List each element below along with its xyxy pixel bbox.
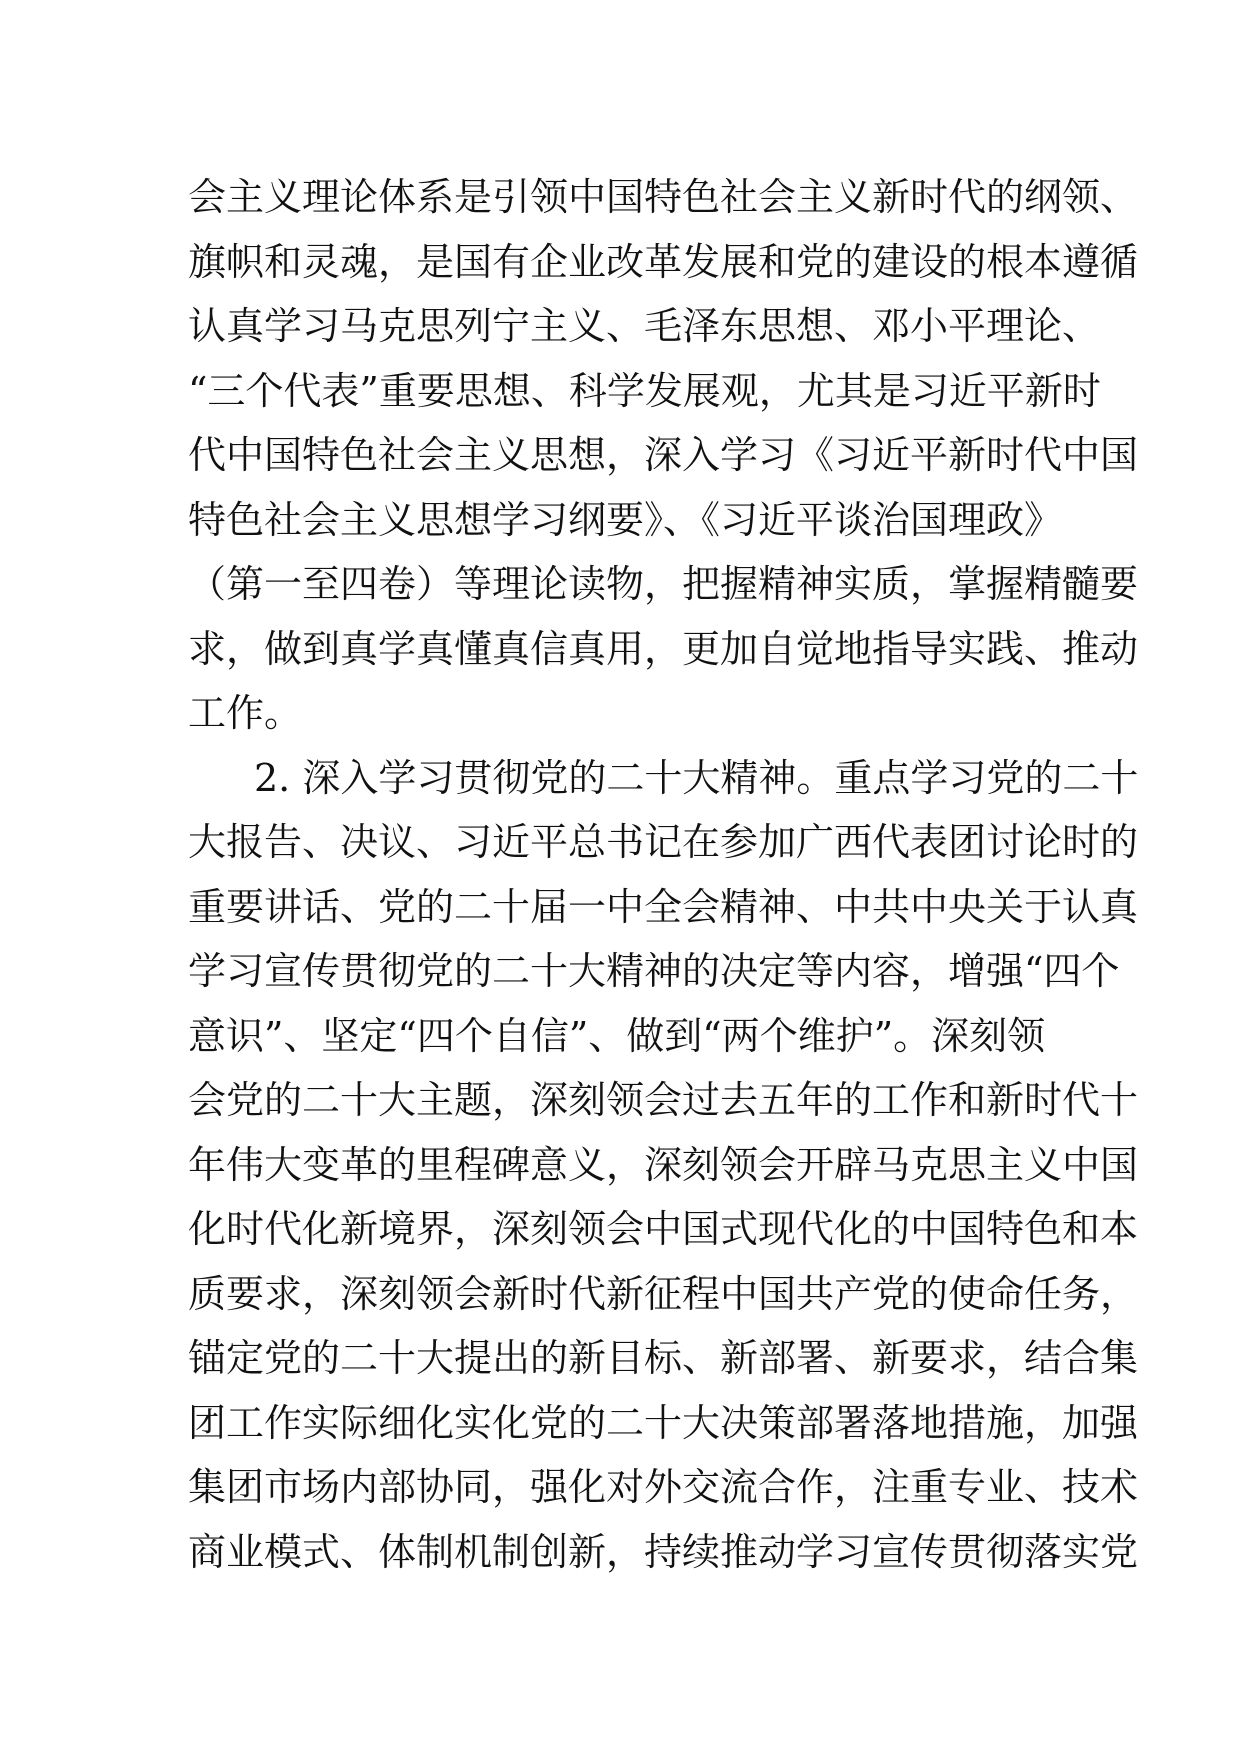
text-line: 锚定党的二十大提出的新目标、新部署、新要求，结合集	[188, 1336, 1139, 1380]
text-line: 年伟大变革的里程碑意义，深刻领会开辟马克思主义中国	[188, 1142, 1139, 1187]
text-line: 集团市场内部协同，强化对外交流合作，注重专业、技术	[188, 1465, 1139, 1509]
text-line: 特色社会主义思想学习纲要》、《习近平谈治国理政》	[188, 497, 1063, 542]
text-line: 旗帜和灵魂，是国有企业改革发展和党的建设的根本遵循	[188, 239, 1139, 284]
text-line: 重要讲话、党的二十届一中全会精神、中共中央关于认真	[188, 884, 1139, 929]
text-line: “三个代表”重要思想、科学发展观，尤其是习近平新时	[188, 368, 1101, 413]
text-line: 会主义理论体系是引领中国特色社会主义新时代的纲领、	[188, 175, 1139, 219]
text-line: 代中国特色社会主义思想，深入学习《习近平新时代中国	[188, 433, 1139, 477]
text-line: 团工作实际细化实化党的二十大决策部署落地措施，加强	[188, 1400, 1139, 1445]
text-line: 意识”、坚定“四个自信”、做到“两个维护”。深刻领	[188, 1013, 1046, 1058]
text-line: 大报告、决议、习近平总书记在参加广西代表团讨论时的	[188, 820, 1139, 864]
text-line: 工作。	[188, 691, 303, 735]
text-line: 质要求，深刻领会新时代新征程中国共产党的使命任务，	[188, 1271, 1139, 1316]
text-line: 会党的二十大主题，深刻领会过去五年的工作和新时代十	[188, 1078, 1139, 1122]
text-line: 求，做到真学真懂真信真用，更加自觉地指导实践、推动	[188, 626, 1139, 671]
body-text	[188, 165, 1139, 1584]
section-heading-line: 2. 深入学习贯彻党的二十大精神。重点学习党的二十	[254, 755, 1139, 800]
text-line: 化时代化新境界，深刻领会中国式现代化的中国特色和本	[188, 1207, 1139, 1251]
text-line: 商业模式、体制机制创新，持续推动学习宣传贯彻落实党	[188, 1529, 1139, 1574]
text-line: 学习宣传贯彻党的二十大精神的决定等内容，增强“四个	[188, 949, 1120, 993]
text-line: 认真学习马克思列宁主义、毛泽东思想、邓小平理论、	[188, 304, 1101, 348]
text-line: （第一至四卷）等理论读物，把握精神实质，掌握精髓要	[188, 562, 1139, 606]
